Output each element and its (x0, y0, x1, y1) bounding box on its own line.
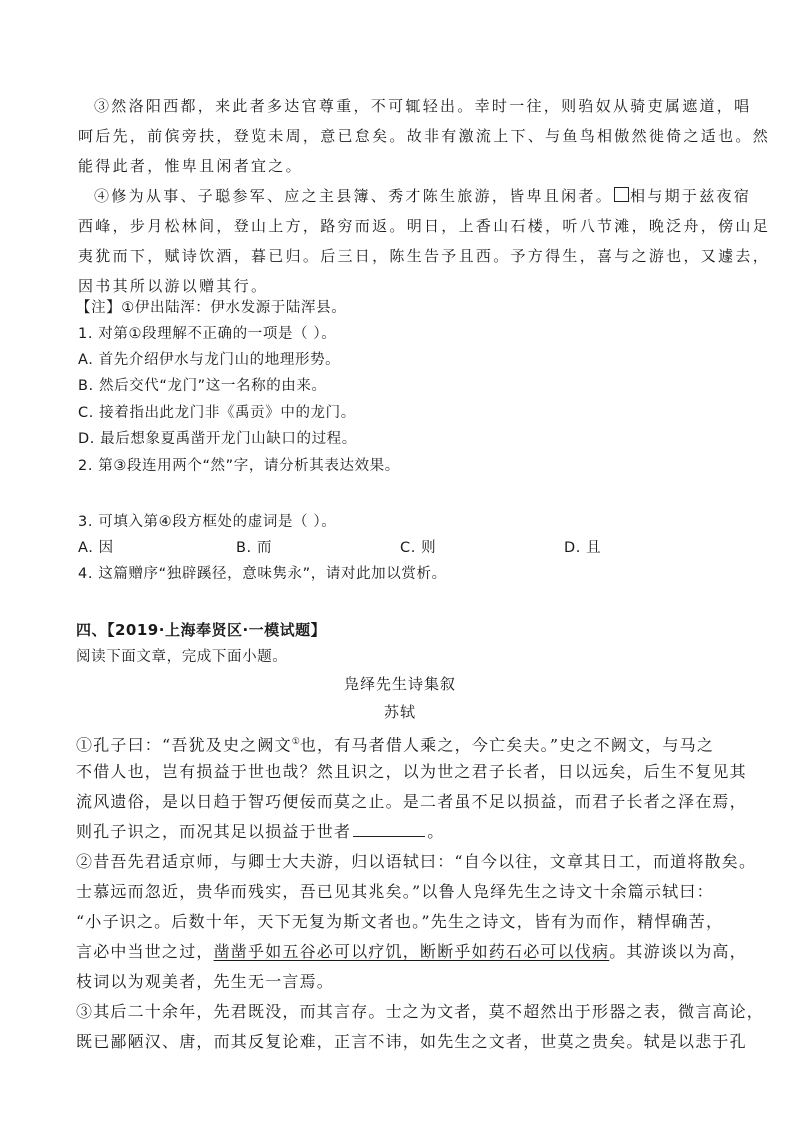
blank-box-icon (614, 187, 629, 202)
question-3-option-b: B. 而 (236, 540, 273, 556)
passage-p1-line1 (76, 732, 726, 755)
answer-blank (353, 822, 425, 837)
passage-p1-line2: 不借人也，岂有损益于世也哉？然且识之，以为世之君子长者，日以远矣，后生不复见其 (76, 762, 747, 781)
question-3-option-a: A. 因 (78, 540, 114, 556)
question-1-option-d: D. 最后想象夏禹凿开龙门山缺口的过程。 (78, 431, 357, 447)
question-1-option-c: C. 接着指出此龙门非《禹贡》中的龙门。 (78, 405, 356, 421)
passage-p2-line1: ②昔吾先君适京师，与卿士大夫游，归以语轼曰：“自今以往，文章其日工，而道将散矣。 (76, 852, 757, 871)
question-1: 1. 对第①段理解不正确的一项是（ ）。 (78, 326, 337, 342)
passage-p3-line2: 既已鄙陋汉、唐，而其反复论难，正言不讳，如先生之文者，世莫之贵矣。轼是以悲于孔 (76, 1032, 747, 1051)
note: 【注】①伊出陆浑：伊水发源于陆浑县。 (76, 300, 347, 316)
question-3: 3. 可填入第④段方框处的虚词是（ ）。 (78, 514, 337, 530)
underlined-sentence: 凿凿乎如五谷必可以疗饥，断断乎如药石必可以伐病 (213, 942, 610, 961)
question-3-option-d: D. 且 (564, 540, 602, 556)
passage-p3-line1: ③其后二十余年，先君既没，而其言存。士之为文者，莫不超然出于形器之表，微言高论， (76, 1002, 765, 1021)
question-3-option-c: C. 则 (400, 540, 437, 556)
para4-line3: 夷犹而下，赋诗饮酒，暮已归。后三日，陈生告予且西。予方得生，喜与之游也，又遽去， (78, 247, 771, 265)
article-author: 苏轼 (383, 703, 416, 721)
para3-line2: 呵后先，前傧旁扶，登览未周，意已怠矣。故非有激流上下、与鱼鸟相傲然徙倚之适也。然 (78, 127, 771, 145)
passage-p1-line3: 流风遗俗，是以日趋于智巧便佞而莫之止。是二者虽不足以损益，而君子长者之泽在焉， (76, 792, 747, 811)
para4-line1-tail: 相与期于兹夜宿 (630, 187, 752, 205)
para4-line1-text: ④修为从事、子聪参军、应之主县簿、秀才陈生旅游，皆卑且闲者。 (94, 187, 614, 205)
passage-p2-line4 (76, 942, 747, 962)
para4-line4: 因书其所以游以赠其行。 (78, 277, 269, 295)
para3-line1: ③然洛阳西都，来此者多达官尊重，不可辄轻出。幸时一往，则驺奴从骑吏属遮道，唱 (94, 97, 752, 115)
section-heading: 四、【2019·上海奉贤区·一模试题】 (76, 621, 327, 639)
question-2: 2. 第③段连用两个“然”字，请分析其表达效果。 (78, 458, 400, 474)
passage-p1-line4 (76, 822, 726, 842)
passage-p1-line4-tail: 。 (427, 822, 445, 841)
passage-p2-line4-text: 言必中当世之过， (76, 942, 214, 961)
passage-p1-line4-text: 则孔子识之，而况其足以损益于世者 (76, 822, 352, 841)
para4-line2: 西峰，步月松林间，登山上方，路穷而返。明日，上香山石楼，听八节滩，晚泛舟，傍山足 (78, 217, 771, 235)
question-4: 4. 这篇赠序“独辟蹊径，意味隽永”，请对此加以赏析。 (78, 566, 447, 582)
article-title: 凫绎先生诗集叙 (343, 675, 456, 693)
passage-p2-line3: “小子识之。后数十年，天下无复为斯文者也。”先生之诗文，皆有为而作，精悍确苦， (76, 912, 724, 931)
question-1-option-b: B. 然后交代“龙门”这一名称的由来。 (78, 378, 327, 394)
question-1-option-a: A. 首先介绍伊水与龙门山的地理形势。 (78, 352, 341, 368)
para3-line3: 能得此者，惟卑且闲者宜之。 (78, 157, 303, 175)
passage-p2-line4-tail: 。其游谈以为高， (609, 942, 747, 961)
para4-line1 (94, 186, 752, 206)
passage-p1-line1-text: ①孔子曰：“吾犹及史之阙文 (76, 735, 292, 755)
passage-p2-line5: 枝词以为观美者，先生无一言焉。 (76, 972, 335, 991)
question-3-options (78, 538, 728, 558)
passage-p2-line2: 士慕远而忽近，贵华而残实，吾已见其兆矣。”以鲁人凫绎先生之诗文十余篇示轼曰： (76, 882, 714, 901)
section-instruction: 阅读下面文章，完成下面小题。 (76, 649, 288, 665)
footnote-marker: ① (291, 737, 300, 747)
passage-p1-line1-tail: 也，有马者借人乘之，今亡矣夫。”史之不阙文，与马之 (299, 735, 715, 755)
